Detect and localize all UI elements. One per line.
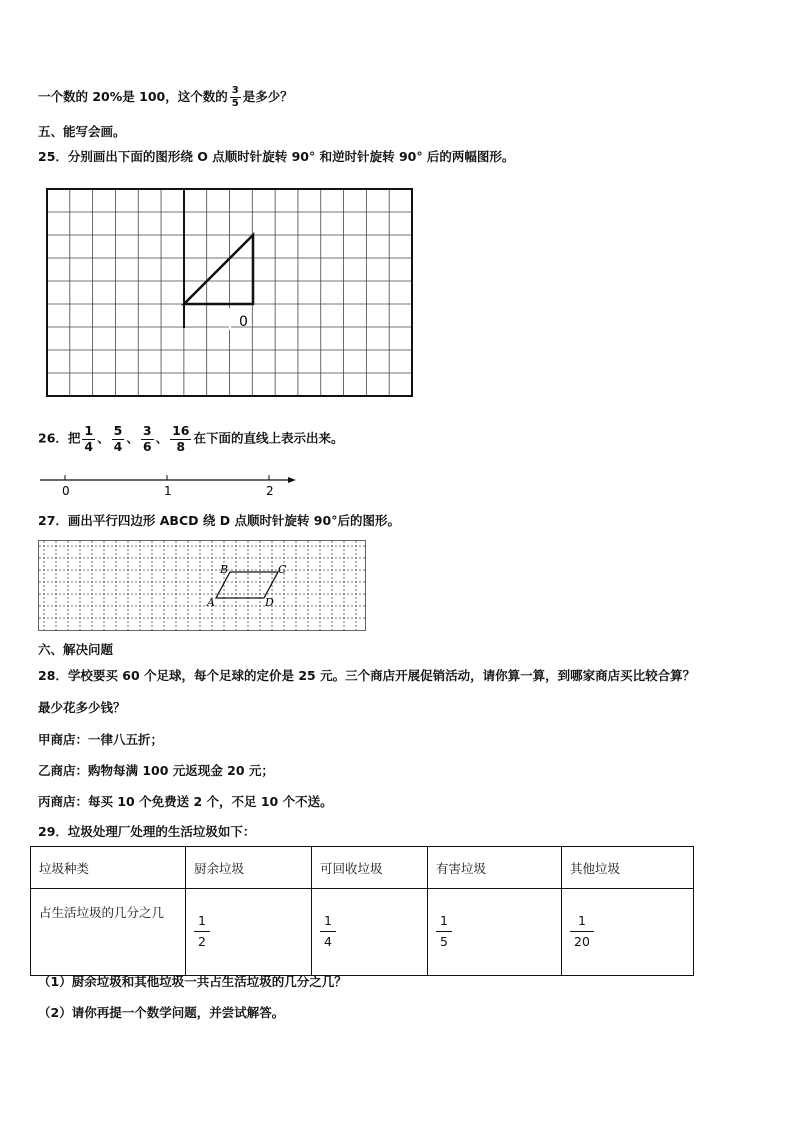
table-row-label: 占生活垃圾的几分之几 xyxy=(31,889,186,976)
tick-label-1: 1 xyxy=(164,484,172,498)
shop-a-text: 甲商店：一律八五折； xyxy=(38,732,164,747)
fraction: $\frac{3}{6}$ xyxy=(142,423,152,454)
table-header-cell: 垃圾种类 xyxy=(31,847,186,889)
number-line xyxy=(38,472,300,502)
vertex-label-c: C xyxy=(278,563,287,576)
arrow-head-icon xyxy=(288,477,296,483)
table-header-cell: 其他垃圾 xyxy=(562,847,694,889)
parallelogram-grid-figure xyxy=(38,540,366,632)
tick-label-0: 0 xyxy=(62,484,70,498)
table-header-row xyxy=(31,847,694,889)
question-26: 26．把 $\frac{1}{4}$ 、 $\frac{5}{4}$ 、 $\frac{3}{6}$ 、 $\frac{16}{8}$ 在下面的直线上表示出来。 xyxy=(38,423,344,454)
table-header-cell: 有害垃圾 xyxy=(428,847,562,889)
vertex-label-a: A xyxy=(207,596,215,609)
question-text: 一个数的 20%是 100，这个数的 xyxy=(38,89,228,104)
waste-table xyxy=(30,846,694,976)
table-cell xyxy=(312,889,428,976)
table-cell xyxy=(562,889,694,976)
triangle-shape xyxy=(184,235,253,304)
point-o-label: 0 xyxy=(239,314,248,330)
table-header-cell: 可回收垃圾 xyxy=(312,847,428,889)
question-27: 27．画出平行四边形 ABCD 绕 D 点顺时针旋转 90°后的图形。 xyxy=(38,513,400,528)
sub-question-1: （1）厨余垃圾和其他垃圾一共占生活垃圾的几分之几？ xyxy=(38,974,347,989)
tick-label-2: 2 xyxy=(266,484,274,498)
question-prev xyxy=(38,86,293,109)
fraction: $\frac{3}{5}$ xyxy=(231,85,239,109)
shop-b-text: 乙商店：购物每满 100 元返现金 20 元； xyxy=(38,763,274,778)
table-cell xyxy=(186,889,312,976)
fraction: $\frac{5}{4}$ xyxy=(113,423,123,454)
section-heading-5: 五、能写会画。 xyxy=(38,124,126,139)
shop-c-text: 丙商店：每买 10 个免费送 2 个，不足 10 个不送。 xyxy=(38,794,333,809)
question-28-line2: 最少花多少钱？ xyxy=(38,700,126,715)
question-29: 29．垃圾处理厂处理的生活垃圾如下： xyxy=(38,824,256,839)
fraction: $\frac{1}{4}$ xyxy=(320,915,336,948)
fraction: $\frac{1}{5}$ xyxy=(436,915,452,948)
fraction: $\frac{16}{8}$ xyxy=(172,423,190,454)
rotation-grid-figure xyxy=(46,188,414,398)
table-cell xyxy=(428,889,562,976)
section-heading-6: 六、解决问题 xyxy=(38,642,114,657)
vertex-label-b: B xyxy=(220,563,229,576)
question-text: 是多少？ xyxy=(242,89,293,104)
fraction: $\frac{1}{2}$ xyxy=(194,915,210,948)
question-25: 25．分别画出下面的图形绕 O 点顺时针旋转 90° 和逆时针旋转 90° 后的两幅图形。 xyxy=(38,149,515,164)
fraction: $\frac{1}{20}$ xyxy=(570,915,594,948)
table-header-cell: 厨余垃圾 xyxy=(186,847,312,889)
vertex-label-d: D xyxy=(265,596,274,609)
fraction: $\frac{1}{4}$ xyxy=(84,423,94,454)
question-28: 28．学校要买 60 个足球，每个足球的定价是 25 元。三个商店开展促销活动，请你算一算，到哪家商店买比较合算？ xyxy=(38,668,696,683)
table-row xyxy=(31,889,694,976)
sub-question-2: （2）请你再提一个数学问题，并尝试解答。 xyxy=(38,1005,285,1020)
